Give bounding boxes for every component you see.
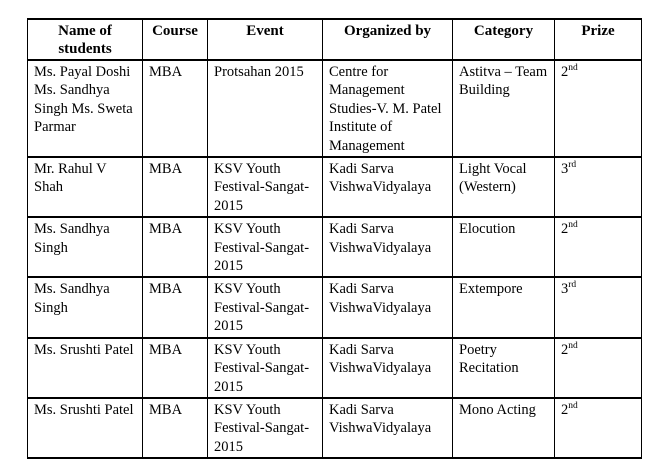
cell-name: Ms. Payal Doshi Ms. Sandhya Singh Ms. Sweta Parmar bbox=[28, 60, 143, 157]
cell-name: Ms. Srushti Patel bbox=[28, 338, 143, 398]
header-cell-category: Category bbox=[453, 19, 555, 60]
cell-category: Elocution bbox=[453, 217, 555, 277]
cell-name: Mr. Rahul V Shah bbox=[28, 157, 143, 217]
prize-value: 3 bbox=[561, 281, 569, 298]
cell-prize bbox=[555, 157, 642, 217]
prize-ordinal-suffix: nd bbox=[568, 220, 578, 231]
prize-ordinal-suffix: nd bbox=[568, 340, 578, 351]
cell-event: KSV Youth Festival-Sangat-2015 bbox=[208, 217, 323, 277]
cell-prize bbox=[555, 398, 642, 458]
table-body bbox=[28, 60, 642, 458]
table-row bbox=[28, 277, 642, 337]
cell-course: MBA bbox=[143, 217, 208, 277]
cell-prize bbox=[555, 277, 642, 337]
cell-event: KSV Youth Festival-Sangat-2015 bbox=[208, 157, 323, 217]
table-row bbox=[28, 338, 642, 398]
prize-ordinal-suffix: nd bbox=[568, 401, 578, 412]
cell-event: KSV Youth Festival-Sangat-2015 bbox=[208, 277, 323, 337]
cell-category: Extempore bbox=[453, 277, 555, 337]
header-cell-prize: Prize bbox=[555, 19, 642, 60]
cell-category: Mono Acting bbox=[453, 398, 555, 458]
cell-organized-by: Kadi Sarva VishwaVidyalaya bbox=[323, 277, 453, 337]
table-row bbox=[28, 217, 642, 277]
prize-value: 2 bbox=[561, 64, 569, 80]
header-cell-name-of-students: Name of students bbox=[28, 19, 143, 60]
cell-prize bbox=[555, 338, 642, 398]
prize-value: 2 bbox=[561, 401, 569, 418]
cell-name: Ms. Sandhya Singh bbox=[28, 217, 143, 277]
cell-course: MBA bbox=[143, 338, 208, 398]
cell-category: Light Vocal (Western) bbox=[453, 157, 555, 217]
table-row bbox=[28, 157, 642, 217]
prize-value: 3 bbox=[561, 161, 569, 178]
cell-name: Ms. Sandhya Singh bbox=[28, 277, 143, 337]
cell-category: Astitva – Team Building bbox=[453, 60, 555, 157]
cell-organized-by: Kadi Sarva VishwaVidyalaya bbox=[323, 157, 453, 217]
cell-category: Poetry Recitation bbox=[453, 338, 555, 398]
cell-course: MBA bbox=[143, 60, 208, 157]
cell-course: MBA bbox=[143, 277, 208, 337]
student-achievements-table bbox=[27, 18, 642, 459]
table-row bbox=[28, 60, 642, 157]
header-cell-organized-by: Organized by bbox=[323, 19, 453, 60]
header-cell-course: Course bbox=[143, 19, 208, 60]
cell-prize bbox=[555, 217, 642, 277]
cell-course: MBA bbox=[143, 157, 208, 217]
cell-event: Protsahan 2015 bbox=[208, 60, 323, 157]
header-cell-event: Event bbox=[208, 19, 323, 60]
cell-event: KSV Youth Festival-Sangat-2015 bbox=[208, 338, 323, 398]
table-row bbox=[28, 398, 642, 458]
cell-course: MBA bbox=[143, 398, 208, 458]
cell-organized-by: Kadi Sarva VishwaVidyalaya bbox=[323, 338, 453, 398]
cell-organized-by: Kadi Sarva VishwaVidyalaya bbox=[323, 398, 453, 458]
cell-prize bbox=[555, 60, 642, 157]
prize-ordinal-suffix: rd bbox=[568, 160, 577, 171]
prize-value: 2 bbox=[561, 341, 569, 358]
prize-ordinal-suffix: rd bbox=[568, 280, 577, 291]
prize-value: 2 bbox=[561, 221, 569, 238]
header-row bbox=[28, 19, 642, 60]
cell-name: Ms. Srushti Patel bbox=[28, 398, 143, 458]
cell-organized-by: Kadi Sarva VishwaVidyalaya bbox=[323, 217, 453, 277]
cell-event: KSV Youth Festival-Sangat-2015 bbox=[208, 398, 323, 458]
prize-ordinal-suffix: nd bbox=[568, 63, 578, 74]
cell-organized-by: Centre for Management Studies-V. M. Patel Institute of Management bbox=[323, 60, 453, 157]
